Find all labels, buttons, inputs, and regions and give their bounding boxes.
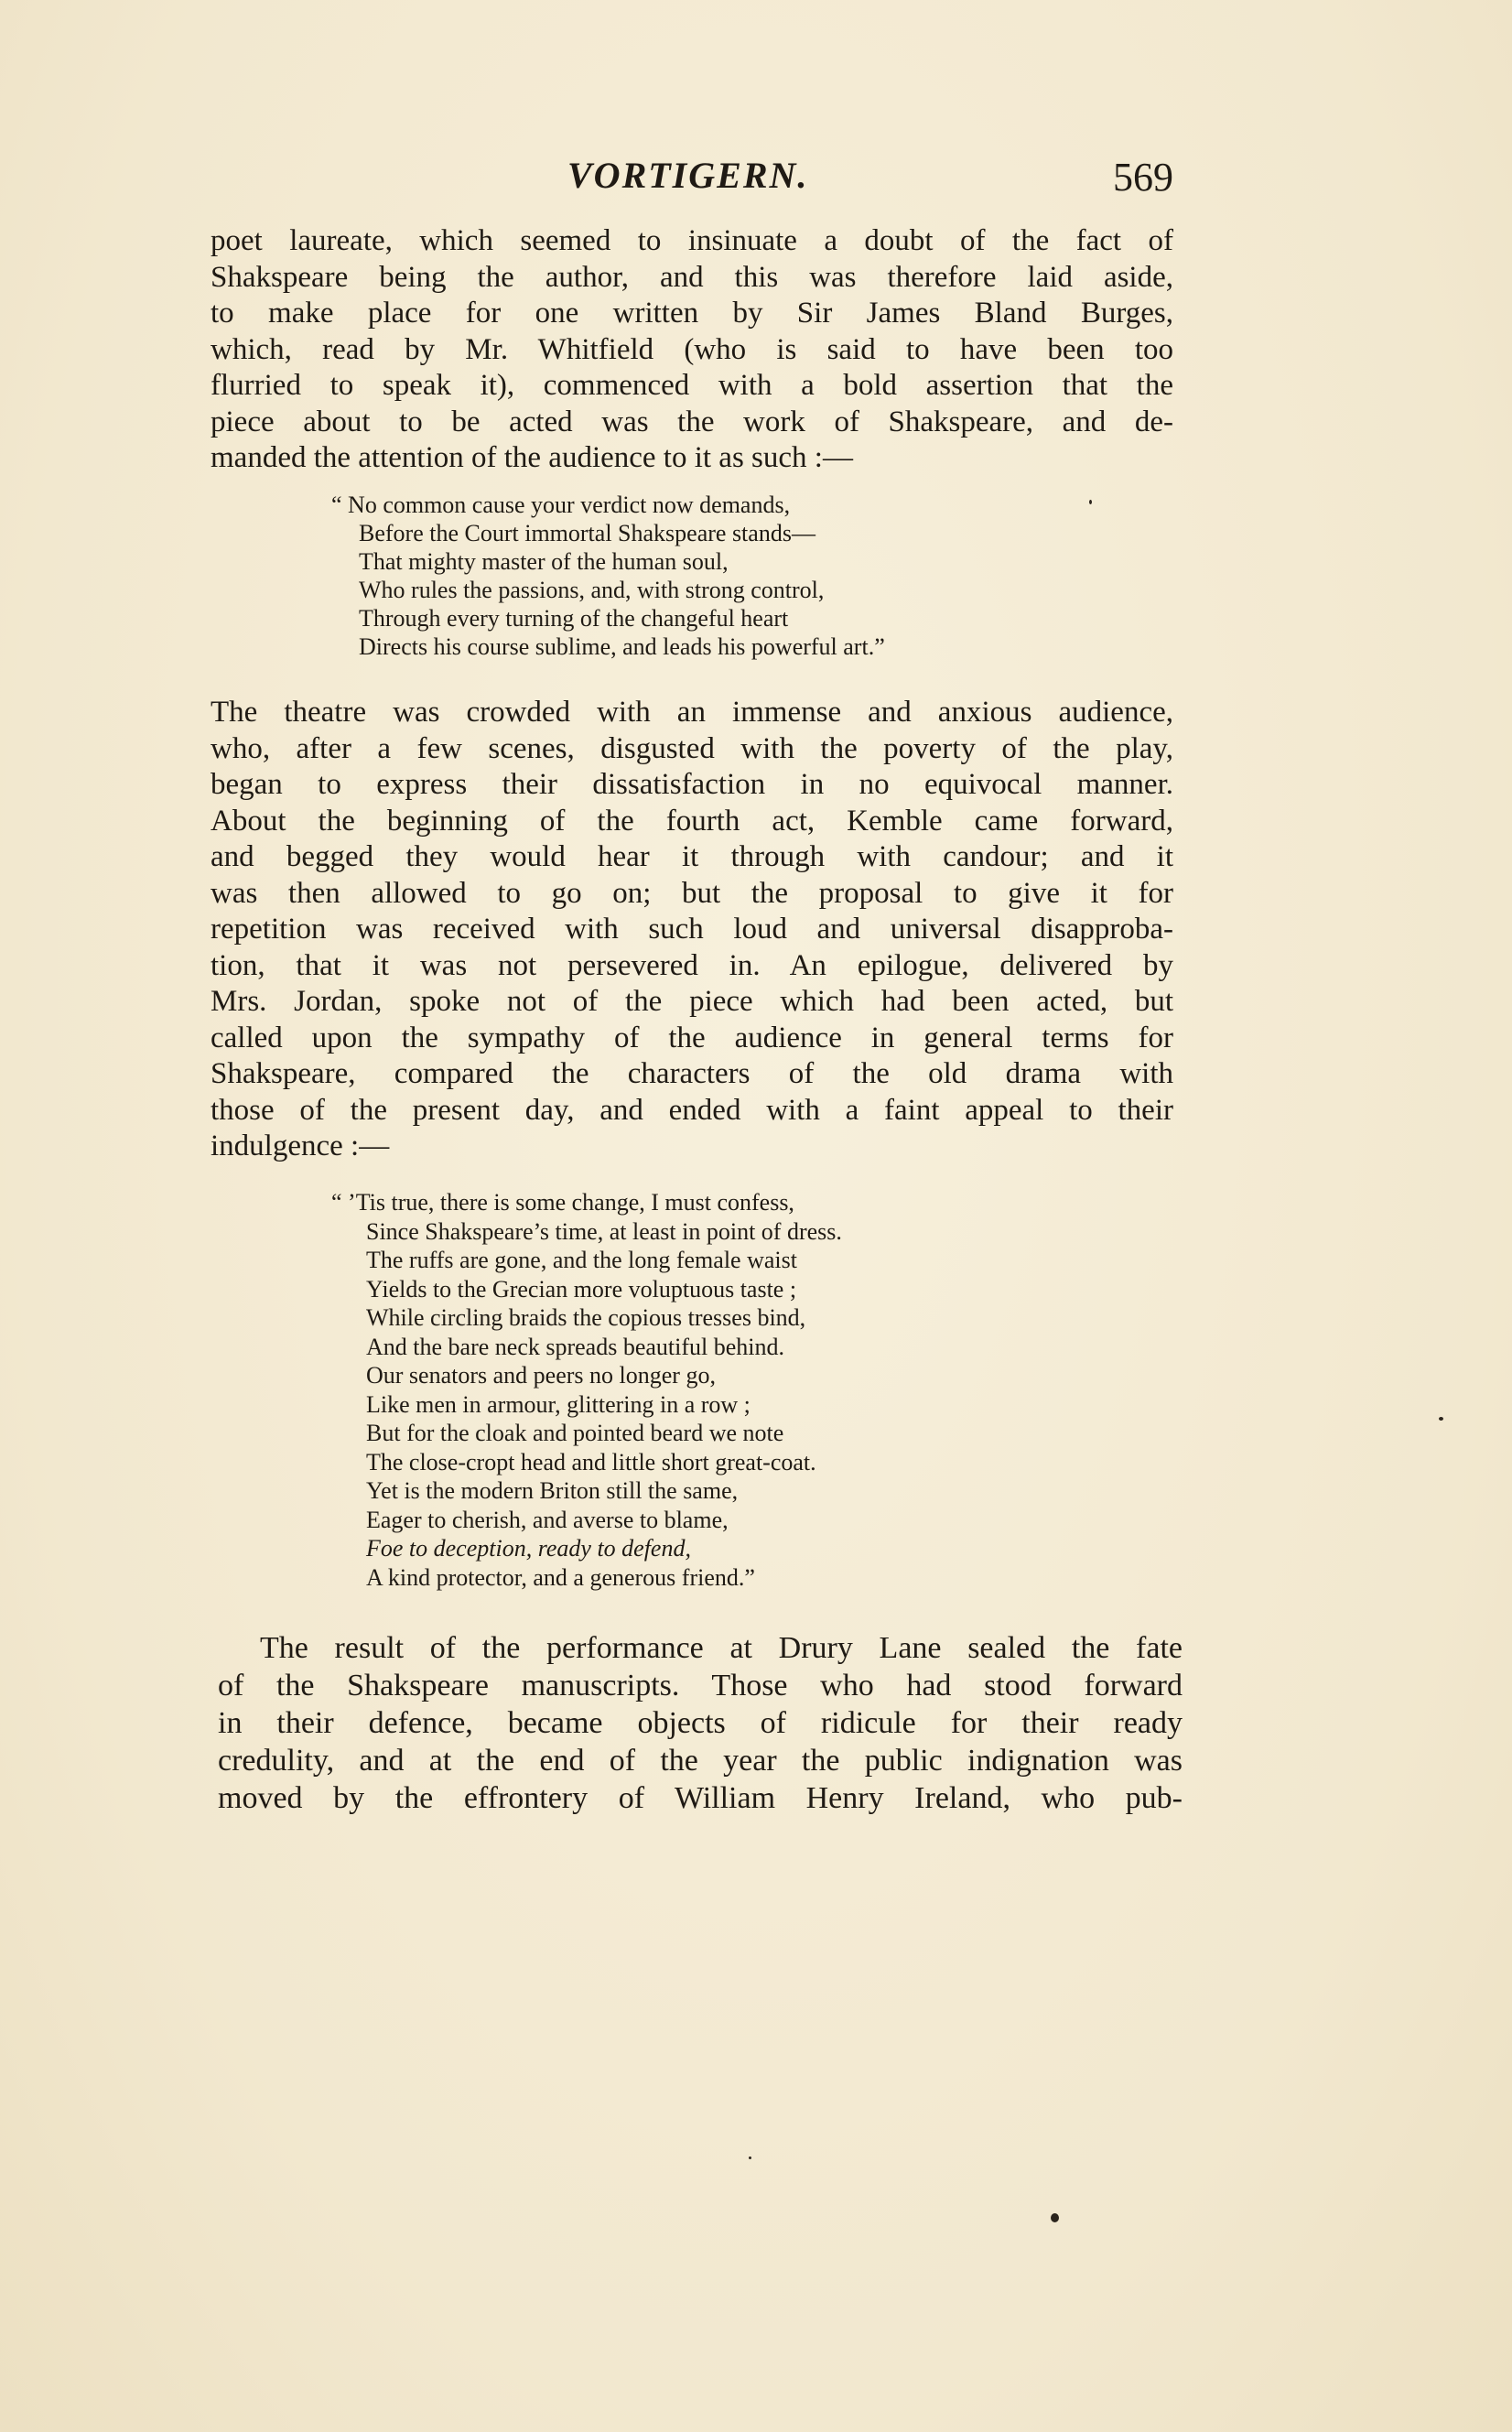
verse-line: Directs his course sublime, and leads his powerful art.” [359,633,885,660]
ink-dot [1051,2213,1059,2222]
verse-line: Before the Court immortal Shakspeare stands— [359,520,815,546]
paragraph-line: moved by the effrontery of William Henry Ireland, who pub- [218,1781,1183,1815]
verse-line: “ No common cause your verdict now demands, [331,492,791,518]
verse-line: The close-cropt head and little short great-coat. [366,1448,816,1475]
paragraph-line: indulgence :— [211,1130,390,1162]
paragraph-line: Mrs. Jordan, spoke not of the piece which had been acted, but [211,985,1173,1018]
paragraph-line: flurried to speak it), commenced with a bold assertion that the [211,369,1173,402]
paragraph-line: poet laureate, which seemed to insinuate a doubt of the fact of [211,224,1173,257]
paragraph-line: was then allowed to go on; but the proposal to give it for [211,876,1173,910]
verse-line: Through every turning of the changeful heart [359,605,789,632]
verse-line: A kind protector, and a generous friend.” [366,1563,755,1591]
verse-line: Foe to deception, ready to defend, [366,1535,691,1562]
paragraph-line: and begged they would hear it through with candour; and it [211,840,1173,873]
verse-line: Yet is the modern Briton still the same, [366,1477,739,1504]
paragraph-line: in their defence, became objects of ridicule for their ready [218,1706,1183,1740]
paragraph-line: called upon the sympathy of the audience in general terms for [211,1021,1173,1054]
verse-line: “ ’Tis true, there is some change, I must confess, [331,1189,794,1216]
paper-speck [749,2156,751,2159]
verse-quotation-2 [331,1188,842,1592]
verse-line: That mighty master of the human soul, [359,548,729,575]
paragraph-line: those of the present day, and ended with a faint appeal to their [211,1093,1173,1127]
page-header [211,154,1173,209]
paragraph-line: manded the attention of the audience to it as such :— [211,441,853,474]
paper-speck [1439,1417,1443,1421]
verse-line: The ruffs are gone, and the long female waist [366,1247,797,1273]
paragraph-line: The theatre was crowded with an immense and anxious audience, [211,696,1173,729]
page-number: 569 [1113,155,1173,200]
paper-speck [1089,500,1092,504]
verse-quotation-1 [331,491,885,661]
paragraph-line: The result of the performance at Drury Lane sealed the fate [260,1631,1183,1665]
verse-line: Yields to the Grecian more voluptuous taste ; [366,1275,797,1302]
paragraph-line: About the beginning of the fourth act, Kemble came forward, [211,804,1173,838]
paragraph-line: Shakspeare being the author, and this was therefore laid aside, [211,260,1173,294]
verse-line: Since Shakspeare’s time, at least in point of dress. [366,1217,842,1245]
paragraph-line: repetition was received with such loud and universal disapproba- [211,913,1173,946]
paragraph-1 [211,223,1173,477]
running-head: VORTIGERN. [567,155,809,196]
paragraph-line: Shakspeare, compared the characters of the old drama with [211,1057,1173,1090]
paragraph-3 [218,1629,1183,1817]
verse-line: Like men in armour, glittering in a row ; [366,1390,751,1418]
paragraph-line: began to express their dissatisfaction in no equivocal manner. [211,768,1173,801]
paragraph-line: which, read by Mr. Whitfield (who is said to have been too [211,332,1173,366]
paragraph-line: piece about to be acted was the work of Shakspeare, and de- [211,405,1173,438]
verse-line: Our senators and peers no longer go, [366,1362,716,1389]
verse-line: And the bare neck spreads beautiful behind. [366,1333,785,1360]
paragraph-line: to make place for one written by Sir James Bland Burges, [211,297,1173,330]
paragraph-line: credulity, and at the end of the year the public indignation was [218,1744,1183,1778]
paragraph-line: who, after a few scenes, disgusted with the poverty of the play, [211,731,1173,765]
verse-line: Who rules the passions, and, with strong control, [359,577,825,603]
verse-line: While circling braids the copious tresses bind, [366,1304,806,1331]
paragraph-line: of the Shakspeare manuscripts. Those who had stood forward [218,1669,1183,1702]
paragraph-line: tion, that it was not persevered in. An epilogue, delivered by [211,948,1173,982]
verse-line: Eager to cherish, and averse to blame, [366,1506,729,1533]
paragraph-2 [211,695,1173,1165]
verse-line: But for the cloak and pointed beard we note [366,1420,784,1446]
